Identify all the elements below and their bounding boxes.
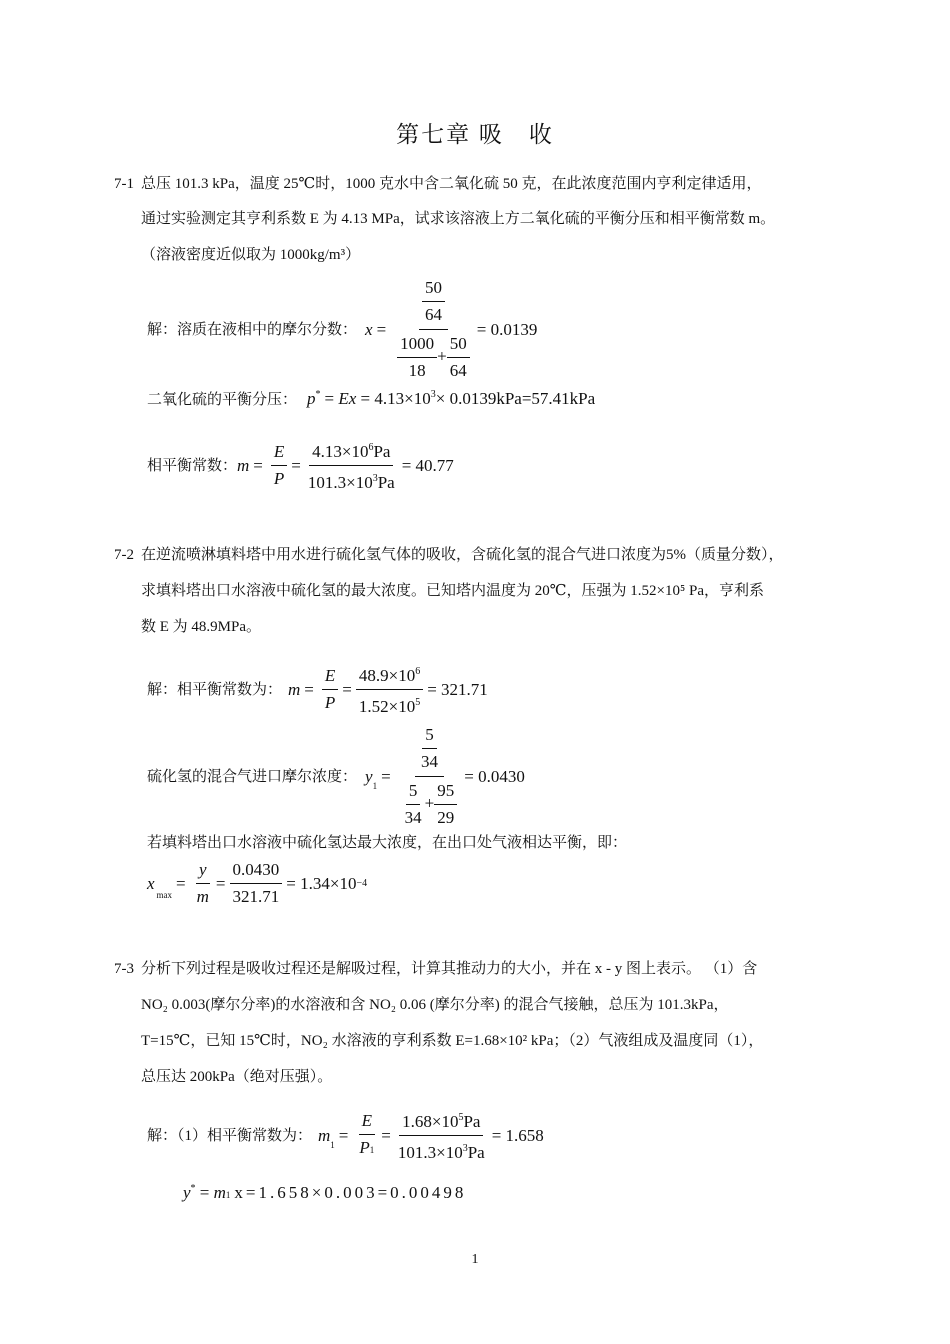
solution-equation: 硫化氢的混合气进口摩尔浓度： y 1 = $\frac{5}{34}$ $\frac{5}{34}$ + $\frac{95}{29}$ = 0.0430 <box>147 725 525 827</box>
problem-text-line: 分析下列过程是吸收过程还是解吸过程，计算其推动力的大小，并在 x - y 图上表示。 （1）含 <box>141 961 758 977</box>
page-number: 1 <box>471 1252 479 1267</box>
problem-number: 7-1 <box>114 176 134 192</box>
solution-label: 解：（1）相平衡常数为： <box>147 1127 313 1144</box>
solution-text: 若填料塔出口水溶液中硫化氢达最大浓度，在出口处气液相达平衡，即： <box>147 835 628 851</box>
problem-text-line: 总压达 200kPa（绝对压强）。 <box>141 1069 333 1085</box>
solution-label: 二氧化硫的平衡分压： <box>147 392 298 408</box>
fraction: $\frac{50}{64}$ $\frac{1000}{18}$ + $\frac{50}{64}$ <box>394 276 473 383</box>
solution-equation: 相平衡常数： m = $\frac{E}{P}$ = $\frac{4.13\times 10^6Pa}{101.3\times 10^3Pa}$ = 40.77 <box>147 436 454 495</box>
solution-equation: 解：（1）相平衡常数为： m 1 = $\frac{E}{P1}$ = $\frac{1.68\times 10^5Pa}{101.3\times 10^3Pa}$ = 1.658 <box>147 1106 544 1165</box>
solution-equation: y* = m1 x=1.658×0.003=0.00498 <box>183 1183 467 1202</box>
solution-label: 相平衡常数： <box>147 457 238 474</box>
problem-text-line: 在逆流喷淋填料塔中用水进行硫化氢气体的吸收，含硫化氢的混合气进口浓度为5%（质量分数）， <box>141 547 784 563</box>
solution-equation: x max = $\frac{y}{m}$ = $\frac{0.0430}{321.71}$ = 1.34×10 −4 <box>147 860 368 906</box>
problem-text-line: 求填料塔出口水溶液中硫化氢的最大浓度。已知塔内温度为 20℃，压强为 1.52×10⁵ Pa，亨利系 <box>141 583 764 599</box>
solution-equation: 二氧化硫的平衡分压： $p^* = Ex = 4.13\times 10^3\times 0.0139kPa=57.41kPa$ <box>147 389 596 408</box>
problem-text-line: T=15℃，已知 15℃时，NO₂ 水溶液的亨利系数 E=1.68×10² kPa；（2）气液组成及温度同（1）， <box>141 1033 764 1049</box>
solution-label: 解：溶质在液相中的摩尔分数： <box>147 321 358 338</box>
problem-text-line: 总压 101.3 kPa，温度 25℃时，1000 克水中含二氧化硫 50 克，在此浓度范围内亨利定律适用， <box>141 176 762 192</box>
problem-number: 7-3 <box>114 961 134 977</box>
problem-text-line: （溶液密度近似取为 1000kg/m³） <box>141 247 361 263</box>
problem-text-line: NO₂ 0.003(摩尔分率)的水溶液和含 NO₂ 0.06 (摩尔分率) 的混合气接触，总压为 101.3kPa， <box>141 997 729 1013</box>
problem-number: 7-2 <box>114 547 134 563</box>
solution-equation: 解：相平衡常数为： m = $\frac{E}{P}$ = $\frac{48.9\times 10^6}{1.52\times 10^5}$ = 321.71 <box>147 660 488 719</box>
problem-text-line: 数 E 为 48.9MPa。 <box>141 619 262 635</box>
solution-equation: 解：溶质在液相中的摩尔分数： x = $\frac{50}{64}$ $\frac{1000}{18}$ + $\frac{50}{64}$ = 0.0139 <box>147 276 537 383</box>
chapter-title: 第七章 吸 收 <box>396 122 554 147</box>
problem-text-line: 通过实验测定其亨利系数 E 为 4.13 MPa，试求该溶液上方二氧化硫的平衡分压和相平衡常数 m。 <box>141 211 776 227</box>
solution-label: 解：相平衡常数为： <box>147 681 283 698</box>
solution-label: 硫化氢的混合气进口摩尔浓度： <box>147 768 358 785</box>
